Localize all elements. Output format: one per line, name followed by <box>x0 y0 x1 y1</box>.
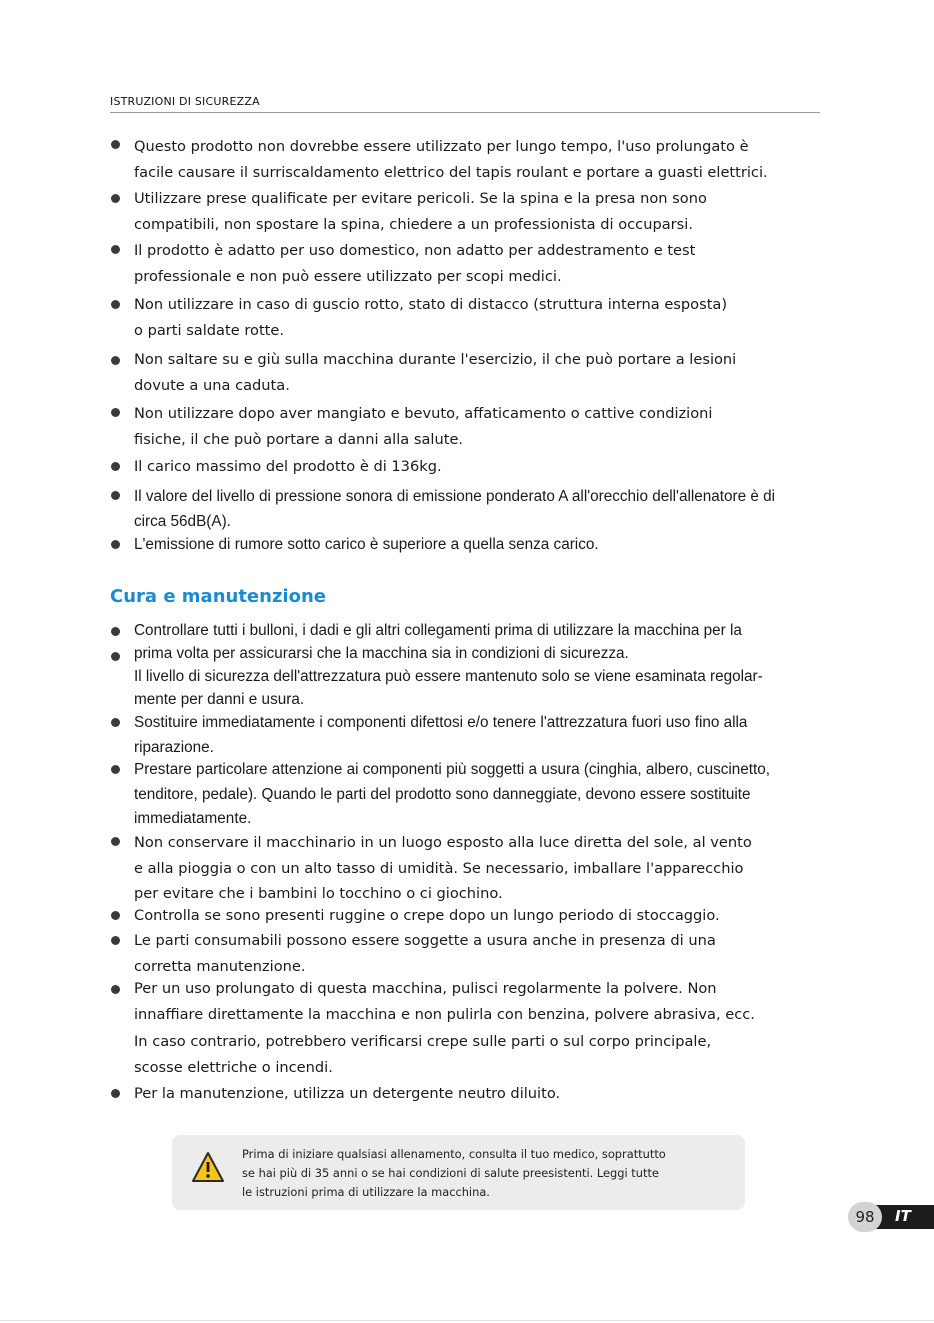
list-item-line: circa 56dB(A). <box>134 513 231 530</box>
bullet <box>111 652 120 661</box>
list-item-line: o parti saldate rotte. <box>134 322 285 339</box>
bullet <box>111 627 120 636</box>
notice-text-line: se hai più di 35 anni o se hai condizioni di salute preesistenti. Leggi tutte <box>242 1166 659 1180</box>
list-item-line: compatibili, non spostare la spina, chiedere a un professionista di occuparsi. <box>134 216 693 233</box>
bullet <box>111 462 120 471</box>
list-item-line: professionale e non può essere utilizzato per scopi medici. <box>134 268 562 285</box>
list-item-line: e alla pioggia o con un alto tasso di umidità. Se necessario, imballare l'apparecchio <box>134 860 744 877</box>
list-item-line: prima volta per assicurarsi che la macchina sia in condizioni di sicurezza. <box>134 645 629 662</box>
list-item-line: Controllare tutti i bulloni, i dadi e gli altri collegamenti prima di utilizzare la macchina per la <box>134 622 742 639</box>
list-item-line: tenditore, pedale). Quando le parti del prodotto sono danneggiate, devono essere sostituite <box>134 786 751 803</box>
bullet <box>111 356 120 365</box>
bullet <box>111 765 120 774</box>
list-item-line: L'emissione di rumore sotto carico è superiore a quella senza carico. <box>134 536 599 553</box>
warning-notice <box>172 1135 745 1210</box>
list-item-line: Utilizzare prese qualificate per evitare pericoli. Se la spina e la presa non sono <box>134 190 707 207</box>
list-item-line: Il prodotto è adatto per uso domestico, non adatto per addestramento e test <box>134 242 696 259</box>
list-item-line: Sostituire immediatamente i componenti difettosi e/o tenere l'attrezzatura fuori uso fino alla <box>134 714 748 731</box>
list-item-line: Le parti consumabili possono essere soggette a usura anche in presenza di una <box>134 932 716 949</box>
bullet <box>111 540 120 549</box>
page-bottom-rule <box>0 1320 934 1321</box>
list-item-line: riparazione. <box>134 739 214 756</box>
list-item-line: Per un uso prolungato di questa macchina, pulisci regolarmente la polvere. Non <box>134 980 717 997</box>
list-item-line: Questo prodotto non dovrebbe essere utilizzato per lungo tempo, l'uso prolungato è <box>134 138 749 155</box>
list-item-line: mente per danni e usura. <box>134 691 305 708</box>
bullet <box>111 491 120 500</box>
list-item-line: per evitare che i bambini lo tocchino o ci giochino. <box>134 885 503 902</box>
list-item-line: Prestare particolare attenzione ai componenti più soggetti a usura (cinghia, albero, cuscinetto, <box>134 761 771 778</box>
bullet <box>111 936 120 945</box>
bullet <box>111 911 120 920</box>
list-item-line: fisiche, il che può portare a danni alla salute. <box>134 431 464 448</box>
list-item-line: Non utilizzare in caso di guscio rotto, stato di distacco (struttura interna esposta) <box>134 296 728 313</box>
header-divider <box>110 112 820 113</box>
list-item-line: immediatamente. <box>134 810 252 827</box>
list-item-line: Il carico massimo del prodotto è di 136kg. <box>134 458 442 475</box>
list-item-line: In caso contrario, potrebbero verificarsi crepe sulle parti o sul corpo principale, <box>134 1033 712 1050</box>
bullet <box>111 140 120 149</box>
bullet <box>111 1089 120 1098</box>
bullet <box>111 245 120 254</box>
list-item-line: scosse elettriche o incendi. <box>134 1059 333 1076</box>
notice-text-line: le istruzioni prima di utilizzare la macchina. <box>242 1185 490 1199</box>
language-label: IT <box>895 1207 911 1225</box>
bullet <box>111 300 120 309</box>
bullet <box>111 194 120 203</box>
list-item-line: Il livello di sicurezza dell'attrezzatura può essere mantenuto solo se viene esaminata regolar- <box>134 668 763 685</box>
list-item-line: Non utilizzare dopo aver mangiato e bevuto, affaticamento o cattive condizioni <box>134 405 713 422</box>
list-item-line: Non conservare il macchinario in un luogo esposto alla luce diretta del sole, al vento <box>134 834 752 851</box>
list-item-line: innaffiare direttamente la macchina e non pulirla con benzina, polvere abrasiva, ecc. <box>134 1006 755 1023</box>
bullet <box>111 837 120 846</box>
list-item-line: corretta manutenzione. <box>134 958 306 975</box>
bullet <box>111 985 120 994</box>
list-item-line: Non saltare su e giù sulla macchina durante l'esercizio, il che può portare a lesioni <box>134 351 737 368</box>
warning-triangle-icon <box>191 1151 225 1183</box>
notice-text-line: Prima di iniziare qualsiasi allenamento, consulta il tuo medico, soprattutto <box>242 1147 666 1161</box>
bullet <box>111 408 120 417</box>
bullet <box>111 718 120 727</box>
list-item-line: dovute a una caduta. <box>134 377 290 394</box>
list-item-line: facile causare il surriscaldamento elettrico del tapis roulant e portare a guasti elettrici. <box>134 164 768 181</box>
list-item-line: Per la manutenzione, utilizza un detergente neutro diluito. <box>134 1085 561 1102</box>
page-number: 98 <box>848 1202 882 1232</box>
list-item-line: Il valore del livello di pressione sonora di emissione ponderato A all'orecchio dell'allenatore è di <box>134 488 776 505</box>
list-item-line: Controlla se sono presenti ruggine o crepe dopo un lungo periodo di stoccaggio. <box>134 907 720 924</box>
section-title: ISTRUZIONI DI SICUREZZA <box>110 95 260 108</box>
section-heading: Cura e manutenzione <box>110 586 326 607</box>
